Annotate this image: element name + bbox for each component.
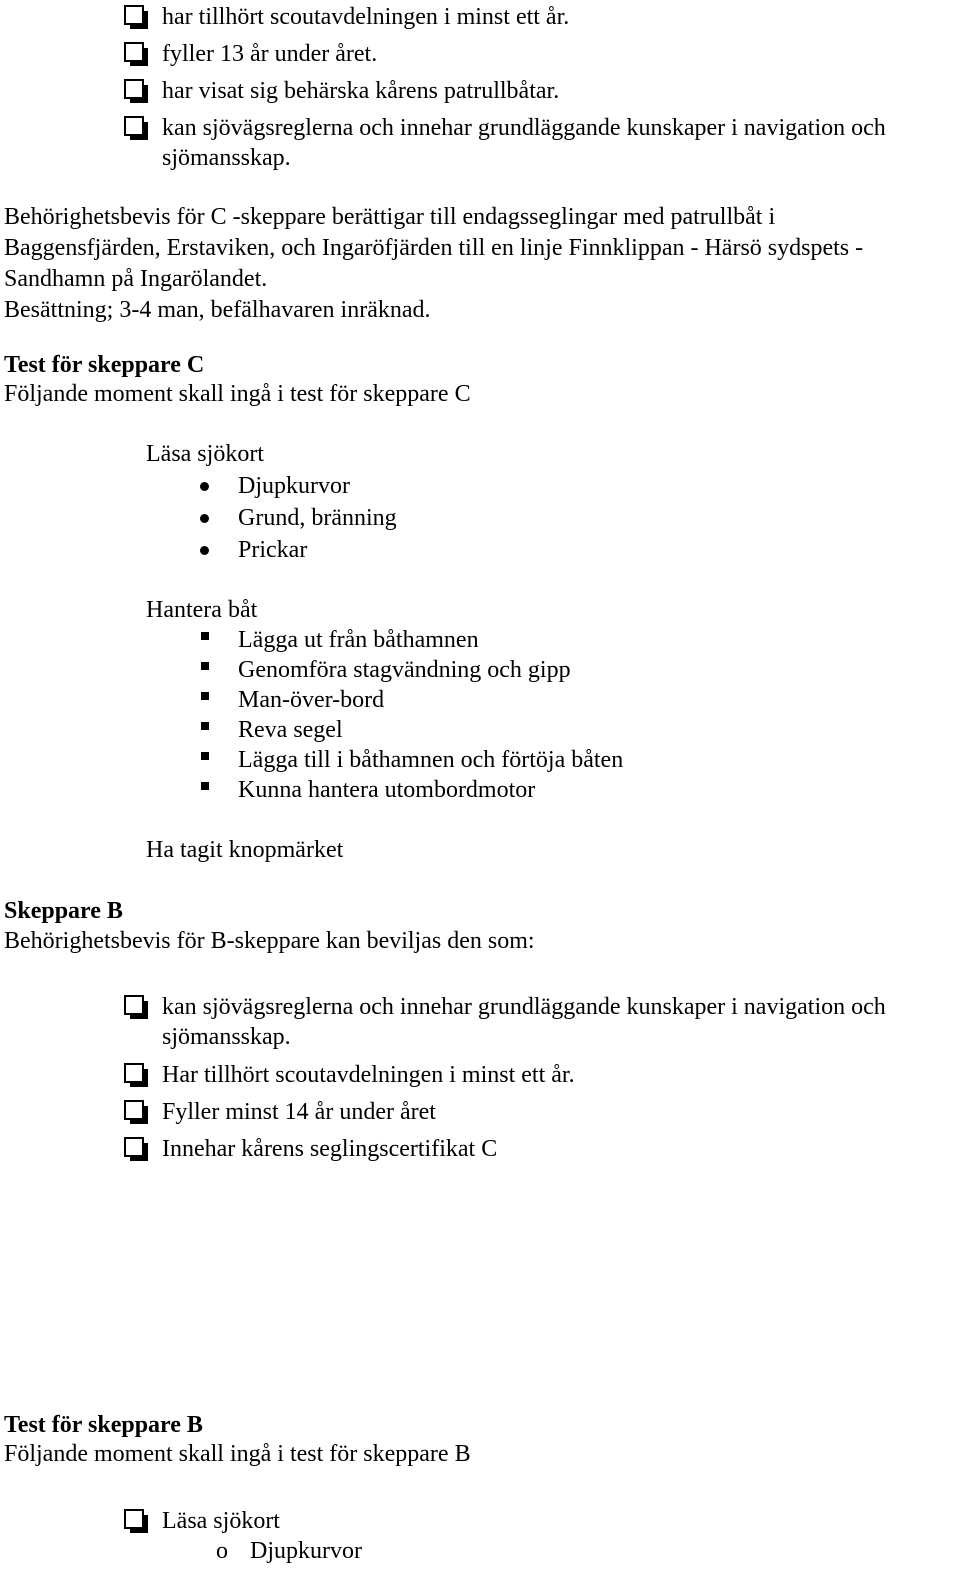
checkbox-icon — [124, 1137, 144, 1157]
list-item: Genomföra stagvändning och gipp — [238, 657, 571, 683]
knot-requirement: Ha tagit knopmärket — [146, 837, 344, 863]
section-intro: Följande moment skall ingå i test för skeppare C — [4, 381, 471, 407]
checklist-text-continued: sjömansskap. — [162, 145, 291, 171]
square-bullet-icon — [201, 782, 209, 790]
checklist-text: Innehar kårens seglingscertifikat C — [162, 1136, 498, 1162]
checkbox-icon — [124, 1509, 144, 1529]
list-item: Lägga ut från båthamnen — [238, 627, 479, 653]
checkbox-icon — [124, 5, 144, 25]
checkbox-icon — [124, 1063, 144, 1083]
list-item: Lägga till i båthamnen och förtöja båten — [238, 747, 624, 773]
checklist-text: kan sjövägsreglerna och innehar grundläggande kunskaper i navigation och — [162, 115, 886, 141]
section-heading: Test för skeppare B — [4, 1412, 203, 1438]
section-heading: Test för skeppare C — [4, 352, 205, 378]
checkbox-icon — [124, 42, 144, 62]
square-bullet-icon — [201, 752, 209, 760]
section-intro: Följande moment skall ingå i test för skeppare B — [4, 1441, 471, 1467]
checklist-text: fyller 13 år under året. — [162, 41, 378, 67]
subheading: Hantera båt — [146, 597, 258, 623]
subheading: Läsa sjökort — [146, 441, 264, 467]
bullet-icon — [200, 546, 209, 555]
section-intro: Behörighetsbevis för B-skeppare kan beviljas den som: — [4, 928, 535, 954]
checklist-text-continued: sjömansskap. — [162, 1024, 291, 1050]
checklist-text: kan sjövägsreglerna och innehar grundläggande kunskaper i navigation och — [162, 994, 886, 1020]
bullet-icon — [200, 482, 209, 491]
checklist-text: Har tillhört scoutavdelningen i minst ett år. — [162, 1062, 575, 1088]
checklist-text: Läsa sjökort — [162, 1508, 280, 1534]
checklist-text: Fyller minst 14 år under året — [162, 1099, 436, 1125]
bullet-icon — [200, 514, 209, 523]
square-bullet-icon — [201, 692, 209, 700]
square-bullet-icon — [201, 722, 209, 730]
list-item: Prickar — [238, 537, 308, 563]
checklist-text: har tillhört scoutavdelningen i minst ett år. — [162, 4, 570, 30]
checkbox-icon — [124, 1100, 144, 1120]
crew-text: Besättning; 3-4 man, befälhavaren inräknad. — [4, 297, 431, 323]
list-item: Grund, bränning — [238, 505, 397, 531]
paragraph-line: Sandhamn på Ingarölandet. — [4, 266, 268, 292]
list-item: Kunna hantera utombordmotor — [238, 777, 536, 803]
list-item: Djupkurvor — [238, 473, 350, 499]
circle-bullet-icon: o — [216, 1538, 228, 1564]
checkbox-icon — [124, 79, 144, 99]
checkbox-icon — [124, 995, 144, 1015]
list-item: Djupkurvor — [250, 1538, 362, 1564]
checklist-text: har visat sig behärska kårens patrullbåtar. — [162, 78, 560, 104]
list-item: Man-över-bord — [238, 687, 385, 713]
list-item: Reva segel — [238, 717, 343, 743]
paragraph-line: Baggensfjärden, Erstaviken, och Ingaröfjärden till en linje Finnklippan - Härsö sydspets - — [4, 235, 864, 261]
paragraph-line: Behörighetsbevis för C -skeppare berättigar till endagsseglingar med patrullbåt i — [4, 204, 776, 230]
section-heading: Skeppare B — [4, 898, 123, 924]
square-bullet-icon — [201, 632, 209, 640]
checkbox-icon — [124, 116, 144, 136]
square-bullet-icon — [201, 662, 209, 670]
